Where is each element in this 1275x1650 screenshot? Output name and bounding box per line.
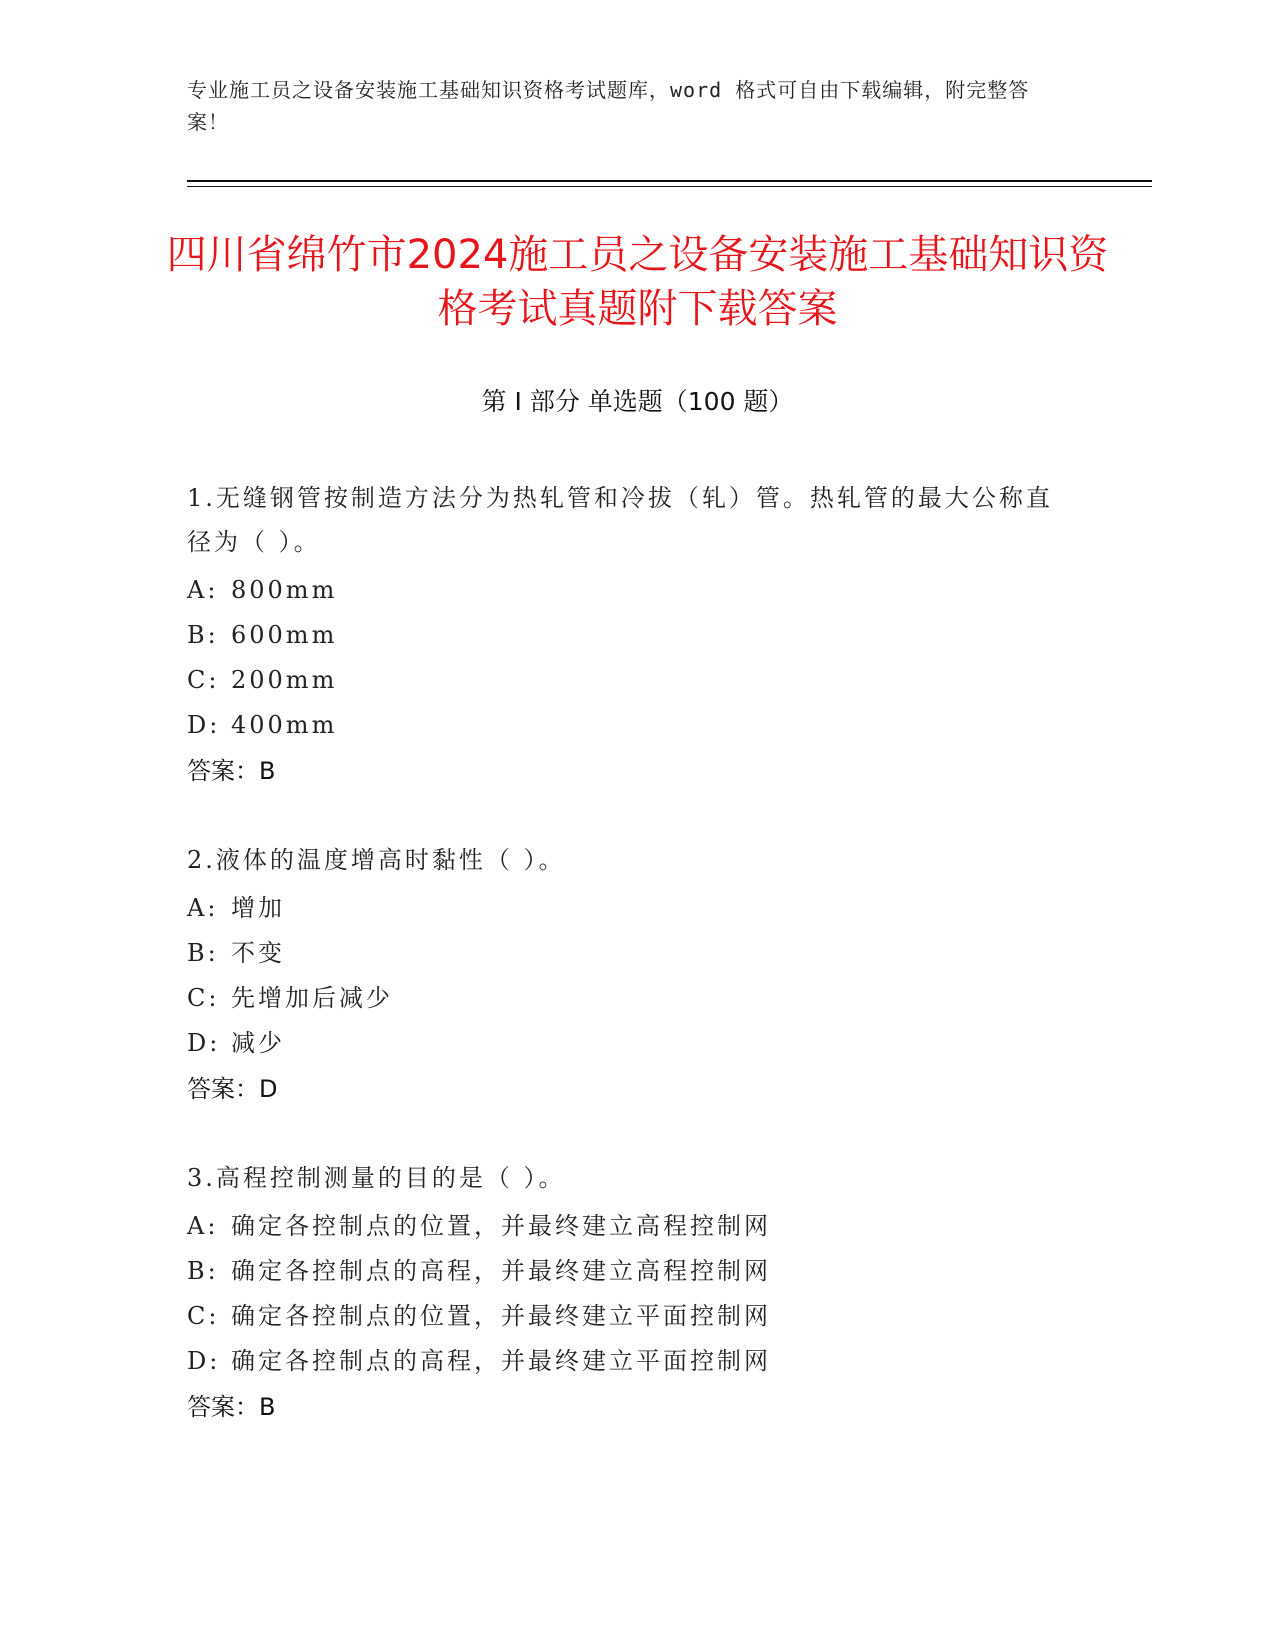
question-stem: 2.液体的温度增高时黏性（ ）。 <box>187 846 566 874</box>
option-a <box>187 1204 1067 1249</box>
option-letter: C: <box>187 984 220 1012</box>
option-text: 600mm <box>231 621 338 649</box>
option-letter: C: <box>187 666 220 694</box>
question-stem: 1.无缝钢管按制造方法分为热轧管和冷拔（轧）管。热轧管的最大公称直径为（ ）。 <box>187 484 1053 556</box>
option-letter: D: <box>187 711 221 739</box>
option-b <box>187 613 1067 658</box>
option-text: 先增加后减少 <box>231 984 393 1012</box>
option-text: 确定各控制点的高程，并最终建立高程控制网 <box>231 1257 771 1285</box>
option-text: 增加 <box>231 894 285 922</box>
option-text: 不变 <box>231 939 285 967</box>
option-b <box>187 931 1067 976</box>
section-heading: 第 I 部分 单选题（100 题） <box>481 387 794 416</box>
option-letter: B: <box>187 1257 219 1285</box>
option-c <box>187 1294 1067 1339</box>
question-stem: 3.高程控制测量的目的是（ ）。 <box>187 1164 566 1192</box>
option-b <box>187 1249 1067 1294</box>
option-d <box>187 1339 1067 1384</box>
option-text: 确定各控制点的位置，并最终建立平面控制网 <box>231 1302 771 1330</box>
option-letter: B: <box>187 621 219 649</box>
answer-line: 答案：D <box>187 1075 278 1103</box>
option-letter: C: <box>187 1302 220 1330</box>
option-text: 200mm <box>231 666 338 694</box>
answer-line: 答案：B <box>187 757 276 785</box>
option-text: 减少 <box>231 1029 285 1057</box>
option-text: 确定各控制点的位置，并最终建立高程控制网 <box>231 1212 771 1240</box>
question-1 <box>187 476 1067 794</box>
option-letter: A: <box>187 576 219 604</box>
option-letter: B: <box>187 939 219 967</box>
option-letter: D: <box>187 1347 221 1375</box>
header-divider-thick <box>187 180 1152 182</box>
option-a <box>187 886 1067 931</box>
option-text: 400mm <box>231 711 338 739</box>
option-text: 800mm <box>231 576 338 604</box>
question-2 <box>187 838 1067 1112</box>
header-note: 专业施工员之设备安装施工基础知识资格考试题库，word 格式可自由下载编辑，附完整答案！ <box>187 78 1030 134</box>
option-letter: D: <box>187 1029 221 1057</box>
option-text: 确定各控制点的高程，并最终建立平面控制网 <box>231 1347 771 1375</box>
option-d <box>187 1021 1067 1066</box>
header-divider-thin <box>187 186 1152 187</box>
option-a <box>187 568 1067 613</box>
option-c <box>187 658 1067 703</box>
option-letter: A: <box>187 894 219 922</box>
option-c <box>187 976 1067 1021</box>
option-letter: A: <box>187 1212 219 1240</box>
question-3 <box>187 1156 1067 1430</box>
option-d <box>187 703 1067 748</box>
answer-line: 答案：B <box>187 1393 276 1421</box>
document-title: 四川省绵竹市2024施工员之设备安装施工基础知识资格考试真题附下载答案 <box>166 232 1109 332</box>
